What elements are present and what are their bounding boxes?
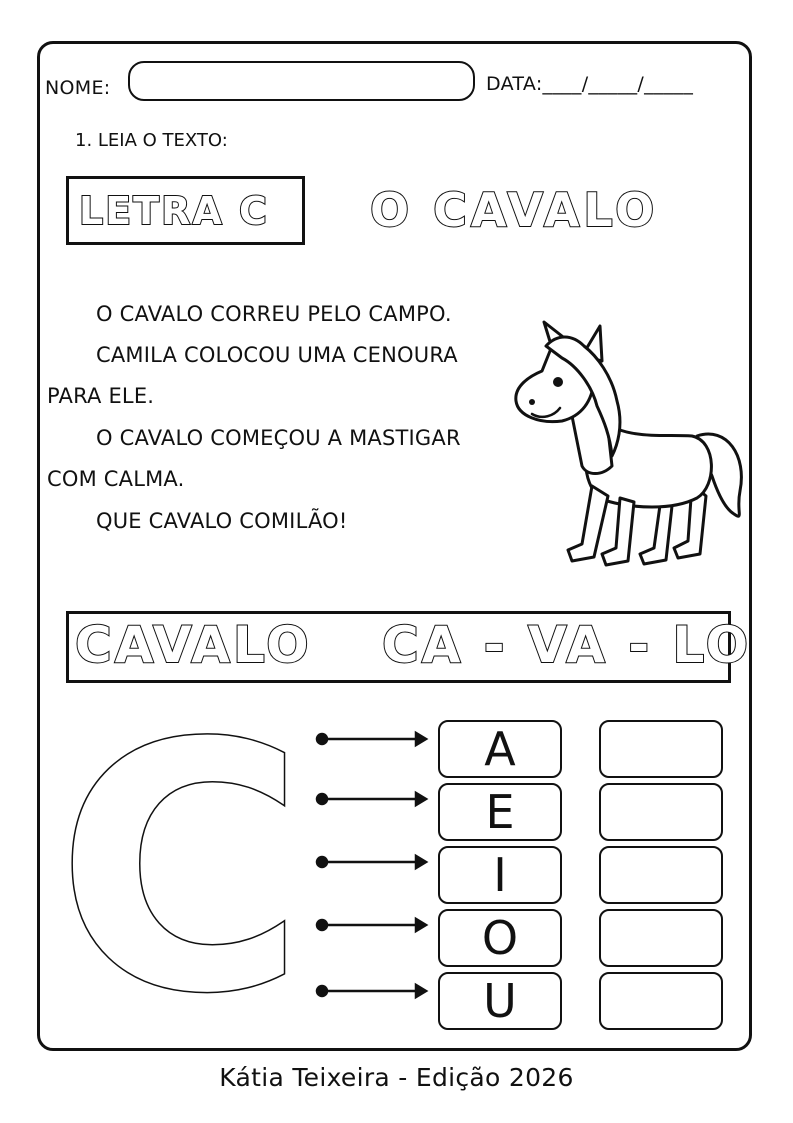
page-title: O CAVALO	[370, 183, 659, 237]
answer-box[interactable]	[599, 783, 723, 841]
vowel-box: U	[438, 972, 562, 1030]
horse-illustration	[512, 316, 750, 578]
arrows	[312, 725, 432, 1005]
vowel-box: I	[438, 846, 562, 904]
name-label: NOME:	[45, 77, 111, 99]
date-field[interactable]: DATA:____/_____/_____	[486, 73, 694, 95]
letter-tag-box	[66, 176, 305, 245]
vowel-box: O	[438, 909, 562, 967]
vowel-box: E	[438, 783, 562, 841]
vowel-box: A	[438, 720, 562, 778]
answer-box[interactable]	[599, 972, 723, 1030]
text-line: PARA ELE.	[47, 384, 155, 408]
name-input[interactable]	[128, 61, 475, 101]
text-line: QUE CAVALO COMILÃO!	[96, 509, 348, 533]
answer-box[interactable]	[599, 720, 723, 778]
instruction: 1. LEIA O TEXTO:	[75, 130, 228, 151]
big-letter-c: C	[56, 672, 306, 1068]
text-line: COM CALMA.	[47, 467, 185, 491]
answer-box[interactable]	[599, 846, 723, 904]
text-line: O CAVALO CORREU PELO CAMPO.	[96, 302, 452, 326]
band-word: CAVALO	[75, 616, 312, 674]
band-syllables: CA - VA - LO	[382, 616, 752, 674]
letter-tag: LETRA C	[79, 188, 269, 233]
text-line: O CAVALO COMEÇOU A MASTIGAR	[96, 426, 461, 450]
footer-credit: Kátia Teixeira - Edição 2026	[219, 1063, 574, 1092]
answer-box[interactable]	[599, 909, 723, 967]
text-line: CAMILA COLOCOU UMA CENOURA	[96, 343, 458, 367]
